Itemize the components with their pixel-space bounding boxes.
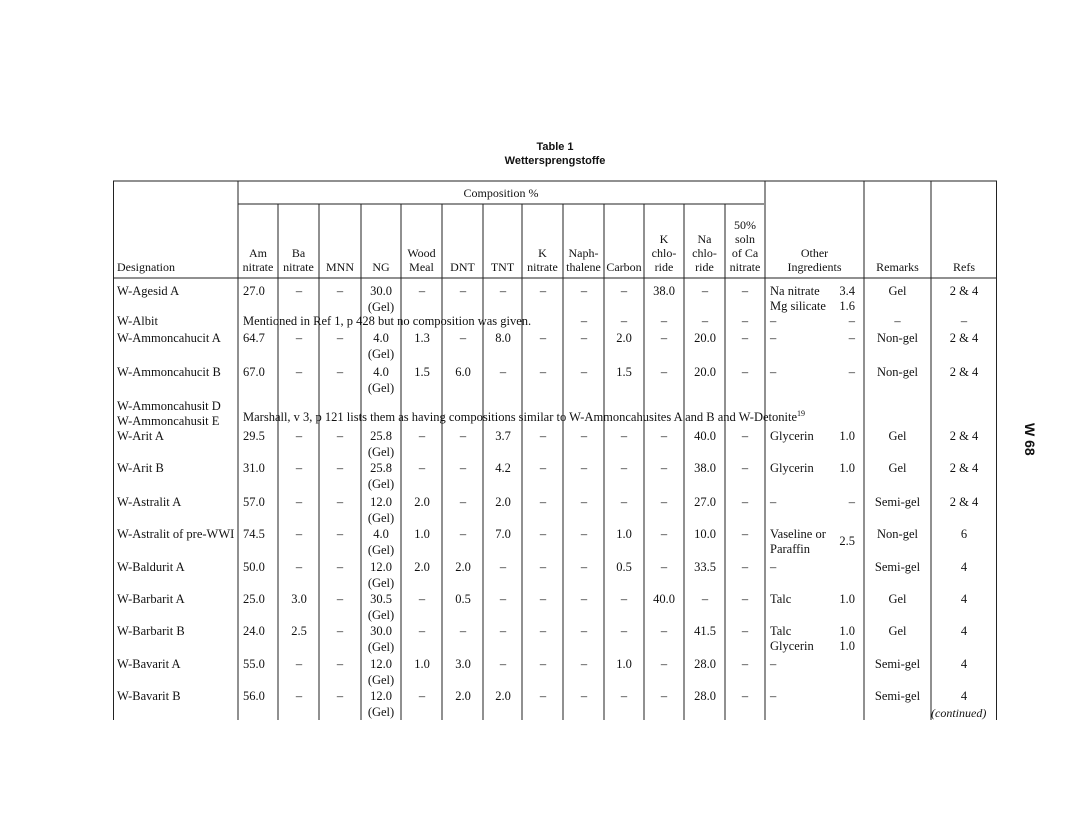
- remarks: Gel: [888, 284, 907, 298]
- cell-value: 20.0: [694, 331, 716, 345]
- cell-value: –: [336, 560, 344, 574]
- other-ingredient: Glycerin: [770, 639, 814, 653]
- cell-value: –: [459, 495, 467, 509]
- cell-value: 0.5: [455, 592, 471, 606]
- cell-value: 4.0: [373, 527, 389, 541]
- cell-value: –: [660, 527, 668, 541]
- column-header: TNT: [490, 260, 515, 274]
- cell-value: –: [580, 461, 588, 475]
- remarks: Semi-gel: [874, 560, 921, 574]
- cell-value: 4.0: [373, 331, 389, 345]
- cell-value: –: [620, 461, 628, 475]
- other-amount: –: [848, 331, 855, 345]
- cell-value: –: [580, 624, 588, 638]
- cell-value: –: [741, 560, 749, 574]
- other-ingredient: Mg silicate: [770, 299, 826, 313]
- cell-value: 74.5: [243, 527, 265, 541]
- other-amount: –: [848, 495, 855, 509]
- cell-value: –: [295, 689, 303, 703]
- row-note: Marshall, v 3, p 121 lists them as having compositions similar to W-Ammoncahusites A and B and W-Detonite$^{19}$: [243, 409, 805, 425]
- cell-value: 12.0: [370, 560, 392, 574]
- refs: –: [960, 314, 968, 328]
- ng-gel-note: (Gel): [367, 608, 395, 622]
- cell-value: –: [459, 429, 467, 443]
- cell-value: –: [336, 331, 344, 345]
- cell-value: –: [539, 624, 547, 638]
- row-note: Mentioned in Ref 1, p 428 but no composition was given.: [243, 314, 532, 328]
- cell-value: –: [459, 461, 467, 475]
- row-designation: W-Bavarit A: [117, 657, 181, 671]
- cell-value: 12.0: [370, 495, 392, 509]
- other-ingredient: Talc: [770, 624, 792, 638]
- cell-value: 28.0: [694, 689, 716, 703]
- row-designation: W-Astralit A: [117, 495, 182, 509]
- remarks: Gel: [888, 429, 907, 443]
- row-designation: W-Agesid A: [117, 284, 180, 298]
- other-amount: 1.0: [839, 624, 855, 638]
- cell-value: –: [459, 331, 467, 345]
- refs: 4: [960, 689, 968, 703]
- cell-value: –: [336, 592, 344, 606]
- cell-value: 1.5: [414, 365, 430, 379]
- cell-value: –: [336, 495, 344, 509]
- cell-value: 12.0: [370, 657, 392, 671]
- ng-gel-note: (Gel): [367, 300, 395, 314]
- cell-value: –: [295, 429, 303, 443]
- cell-value: 27.0: [243, 284, 265, 298]
- cell-value: –: [741, 495, 749, 509]
- table-title: Wettersprengstoffe: [504, 155, 606, 167]
- other-amount: –: [848, 365, 855, 379]
- column-header: MNN: [325, 260, 354, 274]
- other-ingredient: Na nitrate: [770, 284, 820, 298]
- cell-value: 2.0: [455, 689, 471, 703]
- refs: 4: [960, 657, 968, 671]
- cell-value: 2.0: [414, 560, 430, 574]
- column-header: thalene: [566, 260, 601, 274]
- cell-value: 38.0: [694, 461, 716, 475]
- refs: 2 & 4: [949, 495, 979, 509]
- other-ingredient: Glycerin: [770, 429, 814, 443]
- cell-value: 0.5: [616, 560, 632, 574]
- cell-value: –: [741, 592, 749, 606]
- cell-value: –: [620, 284, 628, 298]
- cell-value: 1.0: [414, 657, 430, 671]
- table-number: Table 1: [536, 141, 574, 153]
- cell-value: 24.0: [243, 624, 265, 638]
- ng-gel-note: (Gel): [367, 445, 395, 459]
- cell-value: –: [660, 624, 668, 638]
- refs: 6: [960, 527, 968, 541]
- refs: 2 & 4: [949, 284, 979, 298]
- cell-value: –: [499, 284, 507, 298]
- cell-value: –: [660, 331, 668, 345]
- cell-value: –: [499, 365, 507, 379]
- cell-value: –: [660, 461, 668, 475]
- column-header: 50%: [734, 218, 756, 232]
- cell-value: –: [336, 284, 344, 298]
- row-designation: W-Ammoncahusit D: [117, 399, 221, 413]
- cell-value: –: [620, 689, 628, 703]
- column-header: Ba: [291, 246, 306, 260]
- cell-value: –: [580, 284, 588, 298]
- column-header: of Ca: [731, 246, 759, 260]
- cell-value: –: [660, 689, 668, 703]
- remarks: Non-gel: [877, 527, 918, 541]
- other-ingredient: –: [770, 657, 777, 671]
- cell-value: –: [741, 624, 749, 638]
- column-header: Ingredients: [787, 260, 842, 274]
- other-ingredient: –: [770, 689, 777, 703]
- ng-gel-note: (Gel): [367, 543, 395, 557]
- cell-value: 25.8: [370, 429, 392, 443]
- refs: 2 & 4: [949, 429, 979, 443]
- refs: 2 & 4: [949, 331, 979, 345]
- cell-value: 30.0: [370, 624, 392, 638]
- ng-gel-note: (Gel): [367, 640, 395, 654]
- column-header: Designation: [117, 260, 175, 274]
- cell-value: –: [580, 365, 588, 379]
- other-amount: 1.0: [839, 429, 855, 443]
- cell-value: –: [660, 365, 668, 379]
- cell-value: –: [539, 331, 547, 345]
- column-header: chlo-: [651, 246, 677, 260]
- cell-value: 1.0: [414, 527, 430, 541]
- footnote-ref: 19: [797, 409, 805, 418]
- cell-value: –: [620, 624, 628, 638]
- cell-value: –: [741, 284, 749, 298]
- cell-value: –: [580, 560, 588, 574]
- cell-value: –: [660, 314, 668, 328]
- cell-value: –: [418, 624, 426, 638]
- cell-value: –: [580, 592, 588, 606]
- cell-value: –: [336, 461, 344, 475]
- cell-value: –: [295, 331, 303, 345]
- refs: 4: [960, 592, 968, 606]
- cell-value: 29.5: [243, 429, 265, 443]
- cell-value: –: [295, 560, 303, 574]
- ng-gel-note: (Gel): [367, 673, 395, 687]
- cell-value: –: [741, 657, 749, 671]
- cell-value: –: [580, 314, 588, 328]
- cell-value: –: [620, 314, 628, 328]
- row-designation: W-Albit: [117, 314, 158, 328]
- cell-value: –: [741, 365, 749, 379]
- cell-value: 2.0: [495, 495, 511, 509]
- column-header: nitrate: [729, 260, 761, 274]
- remarks: Gel: [888, 592, 907, 606]
- cell-value: –: [741, 461, 749, 475]
- column-header: Other: [800, 246, 829, 260]
- cell-value: –: [741, 429, 749, 443]
- ng-gel-note: (Gel): [367, 576, 395, 590]
- cell-value: 1.0: [616, 527, 632, 541]
- row-designation: W-Bavarit B: [117, 689, 181, 703]
- cell-value: 30.0: [370, 284, 392, 298]
- cell-value: –: [701, 284, 709, 298]
- ng-gel-note: (Gel): [367, 511, 395, 525]
- column-header: Am: [249, 246, 267, 260]
- refs: 2 & 4: [949, 461, 979, 475]
- cell-value: –: [539, 495, 547, 509]
- remarks: Gel: [888, 624, 907, 638]
- cell-value: 28.0: [694, 657, 716, 671]
- cell-value: 20.0: [694, 365, 716, 379]
- other-ingredient: Talc: [770, 592, 792, 606]
- column-header: Na: [697, 232, 712, 246]
- cell-value: 2.0: [455, 560, 471, 574]
- cell-value: –: [295, 495, 303, 509]
- other-ingredient: –: [770, 331, 777, 345]
- cell-value: –: [336, 527, 344, 541]
- column-header: Naph-: [568, 246, 599, 260]
- cell-value: 1.3: [414, 331, 430, 345]
- row-designation: W-Barbarit A: [117, 592, 185, 606]
- cell-value: –: [580, 689, 588, 703]
- cell-value: –: [295, 657, 303, 671]
- cell-value: –: [539, 365, 547, 379]
- cell-value: 2.0: [616, 331, 632, 345]
- cell-value: –: [459, 284, 467, 298]
- cell-value: 64.7: [243, 331, 265, 345]
- refs: 4: [960, 560, 968, 574]
- other-amount: 1.0: [839, 592, 855, 606]
- column-header: nitrate: [527, 260, 558, 274]
- other-ingredient: Vaseline or: [770, 527, 826, 541]
- cell-value: –: [336, 689, 344, 703]
- cell-value: –: [459, 624, 467, 638]
- remarks: Gel: [888, 461, 907, 475]
- remarks: Semi-gel: [874, 657, 921, 671]
- row-designation: W-Ammoncahusit E: [117, 414, 220, 428]
- cell-value: 2.0: [414, 495, 430, 509]
- column-header: K: [659, 232, 669, 246]
- cell-value: 4.0: [373, 365, 389, 379]
- cell-value: 3.7: [495, 429, 511, 443]
- cell-value: 1.5: [616, 365, 632, 379]
- ng-gel-note: (Gel): [367, 477, 395, 491]
- cell-value: 2.5: [291, 624, 307, 638]
- cell-value: –: [620, 592, 628, 606]
- cell-value: –: [459, 527, 467, 541]
- row-designation: W-Arit A: [117, 429, 164, 443]
- cell-value: –: [336, 429, 344, 443]
- other-amount: 1.0: [839, 461, 855, 475]
- cell-value: –: [499, 592, 507, 606]
- composition-table: [113, 180, 997, 720]
- cell-value: –: [418, 592, 426, 606]
- cell-value: –: [418, 429, 426, 443]
- column-header: nitrate: [283, 260, 314, 274]
- cell-value: –: [741, 527, 749, 541]
- cell-value: 25.0: [243, 592, 265, 606]
- cell-value: –: [336, 624, 344, 638]
- column-header: soln: [734, 232, 755, 246]
- row-designation: W-Baldurit A: [117, 560, 185, 574]
- cell-value: 40.0: [653, 592, 675, 606]
- cell-value: 3.0: [455, 657, 471, 671]
- cell-value: –: [660, 429, 668, 443]
- page-id: W 68: [1022, 423, 1038, 456]
- cell-value: 33.5: [694, 560, 716, 574]
- cell-value: 31.0: [243, 461, 265, 475]
- column-header: DNT: [450, 260, 475, 274]
- remarks: –: [894, 314, 901, 328]
- other-amount: 2.5: [839, 534, 855, 548]
- row-designation: W-Astralit of pre-WWI: [117, 527, 235, 541]
- refs: 4: [960, 624, 968, 638]
- cell-value: 30.5: [370, 592, 392, 606]
- other-amount: –: [848, 314, 855, 328]
- cell-value: 25.8: [370, 461, 392, 475]
- cell-value: –: [580, 657, 588, 671]
- cell-value: 67.0: [243, 365, 265, 379]
- cell-value: 7.0: [495, 527, 511, 541]
- cell-value: –: [539, 592, 547, 606]
- cell-value: 50.0: [243, 560, 265, 574]
- remarks: Non-gel: [877, 365, 918, 379]
- cell-value: –: [336, 365, 344, 379]
- cell-value: 2.0: [495, 689, 511, 703]
- cell-value: –: [418, 284, 426, 298]
- column-header: ride: [695, 260, 714, 274]
- cell-value: 40.0: [694, 429, 716, 443]
- row-designation: W-Ammoncahucit B: [117, 365, 221, 379]
- column-header: nitrate: [242, 260, 274, 274]
- continued-label: (continued): [931, 706, 987, 720]
- cell-value: –: [580, 429, 588, 443]
- cell-value: –: [539, 657, 547, 671]
- column-header: Remarks: [876, 260, 919, 274]
- cell-value: –: [741, 314, 749, 328]
- cell-value: 8.0: [495, 331, 511, 345]
- remarks: Non-gel: [877, 331, 918, 345]
- column-header: NG: [372, 260, 390, 274]
- ng-gel-note: (Gel): [367, 347, 395, 361]
- cell-value: 38.0: [653, 284, 675, 298]
- other-ingredient: Glycerin: [770, 461, 814, 475]
- cell-value: 56.0: [243, 689, 265, 703]
- cell-value: –: [580, 495, 588, 509]
- remarks: Semi-gel: [874, 495, 921, 509]
- cell-value: –: [295, 284, 303, 298]
- cell-value: –: [418, 689, 426, 703]
- cell-value: –: [539, 527, 547, 541]
- column-header: Wood: [407, 246, 436, 260]
- cell-value: –: [539, 560, 547, 574]
- other-ingredient: –: [770, 314, 777, 328]
- cell-value: –: [295, 527, 303, 541]
- cell-value: –: [418, 461, 426, 475]
- cell-value: –: [660, 560, 668, 574]
- cell-value: –: [701, 592, 709, 606]
- cell-value: –: [620, 429, 628, 443]
- cell-value: –: [660, 495, 668, 509]
- cell-value: 55.0: [243, 657, 265, 671]
- cell-value: –: [580, 527, 588, 541]
- cell-value: –: [295, 461, 303, 475]
- cell-value: –: [499, 657, 507, 671]
- column-header: chlo-: [692, 246, 717, 260]
- cell-value: –: [539, 461, 547, 475]
- other-amount: 3.4: [839, 284, 855, 298]
- other-amount: 1.6: [839, 299, 855, 313]
- cell-value: 12.0: [370, 689, 392, 703]
- cell-value: 4.2: [495, 461, 511, 475]
- other-ingredient: –: [770, 560, 777, 574]
- cell-value: 27.0: [694, 495, 716, 509]
- remarks: Semi-gel: [874, 689, 921, 703]
- cell-value: –: [741, 331, 749, 345]
- cell-value: 41.5: [694, 624, 716, 638]
- cell-value: –: [539, 284, 547, 298]
- column-header: K: [538, 246, 547, 260]
- cell-value: –: [295, 365, 303, 379]
- row-designation: W-Arit B: [117, 461, 164, 475]
- other-amount: 1.0: [839, 639, 855, 653]
- column-header: Meal: [409, 260, 434, 274]
- cell-value: –: [499, 624, 507, 638]
- cell-value: –: [620, 495, 628, 509]
- cell-value: –: [660, 657, 668, 671]
- ng-gel-note: (Gel): [367, 381, 395, 395]
- column-header: ride: [654, 260, 674, 274]
- other-ingredient: Paraffin: [770, 542, 811, 556]
- cell-value: 6.0: [455, 365, 471, 379]
- cell-value: 10.0: [694, 527, 716, 541]
- group-header-composition: Composition %: [463, 186, 539, 200]
- row-designation: W-Ammoncahucit A: [117, 331, 221, 345]
- row-designation: W-Barbarit B: [117, 624, 185, 638]
- ng-gel-note: (Gel): [367, 705, 395, 719]
- cell-value: –: [701, 314, 709, 328]
- cell-value: –: [741, 689, 749, 703]
- other-ingredient: –: [770, 495, 777, 509]
- cell-value: –: [539, 689, 547, 703]
- cell-value: 3.0: [291, 592, 307, 606]
- cell-value: –: [539, 429, 547, 443]
- column-header: Carbon: [606, 260, 642, 274]
- column-header: Refs: [953, 260, 975, 274]
- cell-value: –: [499, 560, 507, 574]
- refs: 2 & 4: [949, 365, 979, 379]
- cell-value: 57.0: [243, 495, 265, 509]
- cell-value: –: [336, 657, 344, 671]
- cell-value: –: [580, 331, 588, 345]
- other-ingredient: –: [770, 365, 777, 379]
- cell-value: 1.0: [616, 657, 632, 671]
